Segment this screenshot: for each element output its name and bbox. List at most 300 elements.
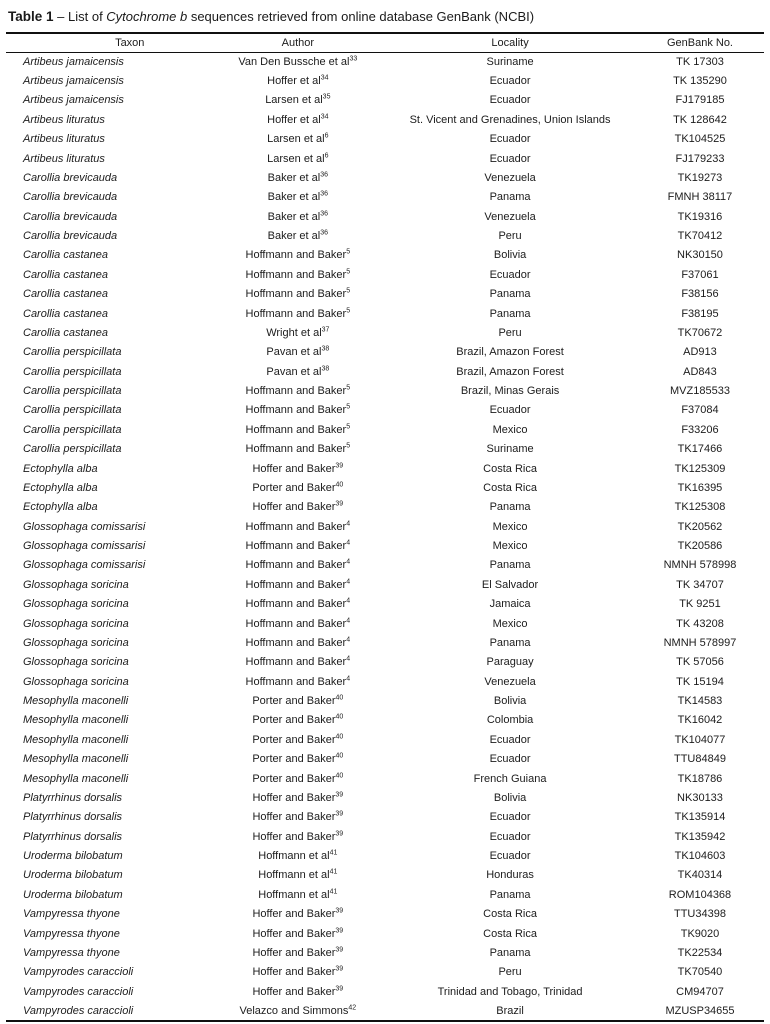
table-row <box>6 963 764 982</box>
genbank-number-cell: TK70412 <box>677 230 723 243</box>
author-name: Hoffmann et al <box>258 850 330 863</box>
locality-cell: Panama <box>489 559 531 572</box>
table-row <box>6 556 764 575</box>
genbank-number-cell: TK 128642 <box>673 113 727 126</box>
locality-cell: Ecuador <box>489 94 531 107</box>
genbank-number-cell: FJ179185 <box>675 94 725 107</box>
author-name: Hoffer and Baker <box>252 908 336 921</box>
citation-superscript: 36 <box>320 190 329 198</box>
author-name: Hoffmann and Baker <box>245 249 347 262</box>
locality-cell: Venezuela <box>484 210 536 223</box>
citation-superscript: 5 <box>346 306 351 314</box>
caption-text-post: sequences retrieved from online database GenBank (NCBI) <box>187 9 535 24</box>
citation-superscript: 39 <box>335 500 344 508</box>
table-row <box>6 71 764 90</box>
taxon-cell: Carollia perspicillata <box>23 443 122 456</box>
author-cell <box>196 846 401 865</box>
genbank-number-cell: TK17466 <box>677 443 723 456</box>
table-row <box>6 885 764 904</box>
author-cell <box>196 304 401 323</box>
genbank-number-cell: TK22534 <box>677 946 723 959</box>
taxon-cell: Vampyrodes caraccioli <box>23 985 134 998</box>
genbank-number-cell: TK135914 <box>674 811 726 824</box>
taxon-cell: Carollia brevicauda <box>23 171 118 184</box>
taxon-cell: Glossophaga comissarisi <box>23 520 146 533</box>
table-row <box>6 788 764 807</box>
taxon-cell: Carollia perspicillata <box>23 423 122 436</box>
author-cell <box>196 905 401 924</box>
citation-superscript: 39 <box>335 830 344 838</box>
genbank-number-cell: TK16395 <box>677 481 723 494</box>
author-name: Hoffmann and Baker <box>245 385 347 398</box>
author-cell <box>196 401 401 420</box>
genbank-number-cell: TK125309 <box>674 462 726 475</box>
author-name: Velazco and Simmons <box>239 1004 349 1017</box>
genbank-number-cell: TK40314 <box>677 869 723 882</box>
author-cell <box>196 265 401 284</box>
table-row <box>6 517 764 536</box>
genbank-number-cell: TK 15194 <box>676 675 724 688</box>
author-name: Hoffmann and Baker <box>245 443 347 456</box>
author-name: Pavan et al <box>266 365 322 378</box>
taxon-cell: Mesophylla maconelli <box>23 733 129 746</box>
author-name: Hoffmann and Baker <box>245 404 347 417</box>
author-name: Hoffmann and Baker <box>245 675 347 688</box>
locality-cell: Peru <box>498 230 522 243</box>
column-header-author: Author <box>281 36 315 49</box>
table-row <box>6 730 764 749</box>
table-row <box>6 91 764 110</box>
locality-cell: Bolivia <box>493 249 527 262</box>
author-cell <box>196 769 401 788</box>
genbank-number-cell: CM94707 <box>676 985 724 998</box>
taxon-cell: Vampyressa thyone <box>23 946 120 959</box>
taxon-cell: Carollia perspicillata <box>23 365 122 378</box>
taxon-cell: Ectophylla alba <box>23 481 98 494</box>
table-row <box>6 750 764 769</box>
taxon-cell: Carollia brevicauda <box>23 230 118 243</box>
citation-superscript: 39 <box>335 461 344 469</box>
taxon-cell: Platyrrhinus dorsalis <box>23 791 123 804</box>
taxon-cell: Glossophaga comissarisi <box>23 540 146 553</box>
taxon-cell: Artibeus lituratus <box>23 152 105 165</box>
taxon-cell: Artibeus lituratus <box>23 133 105 146</box>
citation-superscript: 4 <box>346 636 351 644</box>
citation-superscript: 39 <box>335 926 344 934</box>
author-cell <box>196 885 401 904</box>
author-name: Hoffmann and Baker <box>245 598 347 611</box>
taxon-cell: Glossophaga comissarisi <box>23 559 146 572</box>
author-cell <box>196 943 401 962</box>
taxon-cell: Vampyrodes caraccioli <box>23 966 134 979</box>
caption-separator: – <box>53 9 68 24</box>
genbank-number-cell: TK20562 <box>677 520 723 533</box>
taxon-cell: Artibeus lituratus <box>23 113 105 126</box>
citation-superscript: 41 <box>329 849 338 857</box>
locality-cell: Costa Rica <box>483 908 537 921</box>
citation-superscript: 34 <box>320 113 329 121</box>
locality-cell: Costa Rica <box>483 927 537 940</box>
author-cell <box>196 110 401 129</box>
citation-superscript: 36 <box>320 171 329 179</box>
citation-superscript: 5 <box>346 442 351 450</box>
taxon-cell: Carollia castanea <box>23 268 108 281</box>
taxon-cell: Glossophaga soricina <box>23 578 129 591</box>
taxon-cell: Glossophaga soricina <box>23 598 129 611</box>
author-cell <box>196 168 401 187</box>
author-name: Porter and Baker <box>252 733 336 746</box>
genbank-number-cell: TK70672 <box>677 326 723 339</box>
locality-cell: Mexico <box>492 540 528 553</box>
author-name: Hoffer and Baker <box>252 791 336 804</box>
table-row <box>6 149 764 168</box>
author-name: Hoffmann and Baker <box>245 617 347 630</box>
genbank-number-cell: F38195 <box>681 307 719 320</box>
genbank-number-cell: TK 135290 <box>673 75 727 88</box>
genbank-number-cell: TK9020 <box>680 927 720 940</box>
author-cell <box>196 226 401 245</box>
author-name: Larsen et al <box>265 94 323 107</box>
citation-superscript: 40 <box>335 481 344 489</box>
citation-superscript: 5 <box>346 268 351 276</box>
genbank-number-cell: TK 43208 <box>676 617 724 630</box>
locality-cell: Panama <box>489 191 531 204</box>
author-cell <box>196 614 401 633</box>
author-cell <box>196 285 401 304</box>
author-cell <box>196 556 401 575</box>
locality-cell: Mexico <box>492 423 528 436</box>
table-row <box>6 672 764 691</box>
author-cell <box>196 536 401 555</box>
author-name: Van Den Bussche et al <box>238 55 350 68</box>
table-row <box>6 498 764 517</box>
locality-cell: Ecuador <box>489 75 531 88</box>
table-row <box>6 711 764 730</box>
taxon-cell: Artibeus jamaicensis <box>23 75 124 88</box>
author-name: Baker et al <box>267 171 321 184</box>
locality-cell: Ecuador <box>489 268 531 281</box>
locality-cell: Honduras <box>486 869 534 882</box>
genbank-number-cell: TK14583 <box>677 695 723 708</box>
locality-cell: Panama <box>489 288 531 301</box>
table-number: Table 1 <box>8 9 54 24</box>
locality-cell: Brazil, Amazon Forest <box>456 346 564 359</box>
taxon-cell: Platyrrhinus dorsalis <box>23 830 123 843</box>
taxon-cell: Ectophylla alba <box>23 462 98 475</box>
author-name: Larsen et al <box>267 133 325 146</box>
author-cell <box>196 1001 401 1020</box>
citation-superscript: 37 <box>321 326 330 334</box>
locality-cell: Panama <box>489 307 531 320</box>
citation-superscript: 36 <box>320 229 329 237</box>
taxon-cell: Glossophaga soricina <box>23 617 129 630</box>
taxon-cell: Uroderma bilobatum <box>23 869 123 882</box>
taxon-cell: Carollia perspicillata <box>23 385 122 398</box>
taxon-cell: Artibeus jamaicensis <box>23 55 124 68</box>
locality-cell: Panama <box>489 636 531 649</box>
author-cell <box>196 633 401 652</box>
locality-cell: Jamaica <box>489 598 531 611</box>
taxon-cell: Glossophaga soricina <box>23 636 129 649</box>
taxon-cell: Carollia castanea <box>23 326 108 339</box>
author-name: Hoffmann and Baker <box>245 307 347 320</box>
citation-superscript: 42 <box>348 1003 357 1011</box>
locality-cell: Bolivia <box>493 695 527 708</box>
genbank-number-cell: TK104525 <box>674 133 726 146</box>
genbank-number-cell: NMNH 578998 <box>663 559 737 572</box>
locality-cell: Panama <box>489 946 531 959</box>
taxon-cell: Uroderma bilobatum <box>23 888 123 901</box>
citation-superscript: 38 <box>321 365 330 373</box>
author-cell <box>196 827 401 846</box>
locality-cell: Brazil <box>496 1004 524 1017</box>
author-name: Hoffer et al <box>267 75 321 88</box>
author-name: Hoffer and Baker <box>252 462 336 475</box>
author-cell <box>196 246 401 265</box>
column-header-taxon: Taxon <box>115 36 145 49</box>
table-row <box>6 420 764 439</box>
table-row <box>6 595 764 614</box>
genbank-number-cell: MVZ185533 <box>670 385 730 398</box>
citation-superscript: 36 <box>320 210 329 218</box>
genbank-number-cell: AD843 <box>683 365 717 378</box>
table-row <box>6 130 764 149</box>
author-name: Baker et al <box>267 191 321 204</box>
citation-superscript: 4 <box>346 616 351 624</box>
author-cell <box>196 343 401 362</box>
author-name: Pavan et al <box>266 346 322 359</box>
genbank-number-cell: TK20586 <box>677 540 723 553</box>
genbank-number-cell: TK 9251 <box>679 598 721 611</box>
genbank-number-cell: TTU34398 <box>673 908 726 921</box>
table-header <box>6 33 764 52</box>
author-name: Baker et al <box>267 210 321 223</box>
locality-cell: Mexico <box>492 520 528 533</box>
author-cell <box>196 149 401 168</box>
locality-cell: Brazil, Amazon Forest <box>456 365 564 378</box>
author-name: Hoffer et al <box>267 113 321 126</box>
author-cell <box>196 207 401 226</box>
genbank-number-cell: TK19273 <box>677 171 723 184</box>
table-row <box>6 323 764 342</box>
citation-superscript: 5 <box>346 248 351 256</box>
author-cell <box>196 498 401 517</box>
genbank-number-cell: TK18786 <box>677 772 723 785</box>
genbank-number-cell: F38156 <box>681 288 719 301</box>
citation-superscript: 39 <box>335 810 344 818</box>
genbank-number-cell: TK70540 <box>677 966 723 979</box>
taxon-cell: Carollia perspicillata <box>23 404 122 417</box>
locality-cell: Suriname <box>486 443 534 456</box>
taxon-cell: Carollia castanea <box>23 249 108 262</box>
citation-superscript: 40 <box>335 752 344 760</box>
author-cell <box>196 691 401 710</box>
taxon-cell: Artibeus jamaicensis <box>23 94 124 107</box>
table-row <box>6 207 764 226</box>
genbank-number-cell: TK16042 <box>677 714 723 727</box>
table-row <box>6 52 764 71</box>
genbank-number-cell: MZUSP34655 <box>665 1004 735 1017</box>
author-name: Hoffer and Baker <box>252 811 336 824</box>
locality-cell: Costa Rica <box>483 462 537 475</box>
author-cell <box>196 730 401 749</box>
citation-superscript: 6 <box>324 151 329 159</box>
author-name: Hoffmann et al <box>258 888 330 901</box>
citation-superscript: 34 <box>320 74 329 82</box>
locality-cell: Ecuador <box>489 152 531 165</box>
author-cell <box>196 595 401 614</box>
citation-superscript: 35 <box>322 93 331 101</box>
locality-cell: Ecuador <box>489 850 531 863</box>
table-row <box>6 1001 764 1020</box>
taxon-cell: Mesophylla maconelli <box>23 695 129 708</box>
author-cell <box>196 963 401 982</box>
table-row <box>6 440 764 459</box>
taxon-cell: Carollia perspicillata <box>23 346 122 359</box>
author-name: Baker et al <box>267 230 321 243</box>
author-cell <box>196 362 401 381</box>
citation-superscript: 38 <box>321 345 330 353</box>
table-row <box>6 343 764 362</box>
author-cell <box>196 52 401 71</box>
locality-cell: Mexico <box>492 617 528 630</box>
author-name: Porter and Baker <box>252 714 336 727</box>
genbank-number-cell: TK135942 <box>674 830 726 843</box>
genbank-number-cell: F37084 <box>681 404 719 417</box>
genbank-number-cell: TK19316 <box>677 210 723 223</box>
genbank-number-cell: NK30150 <box>677 249 723 262</box>
citation-superscript: 39 <box>335 907 344 915</box>
author-cell <box>196 130 401 149</box>
table-row <box>6 188 764 207</box>
taxon-cell: Mesophylla maconelli <box>23 753 129 766</box>
author-cell <box>196 91 401 110</box>
genbank-number-cell: TK125308 <box>674 501 726 514</box>
author-name: Porter and Baker <box>252 481 336 494</box>
table-row <box>6 943 764 962</box>
locality-cell: Panama <box>489 888 531 901</box>
author-cell <box>196 381 401 400</box>
taxon-cell: Ectophylla alba <box>23 501 98 514</box>
citation-superscript: 5 <box>346 403 351 411</box>
genbank-number-cell: TK 34707 <box>676 578 724 591</box>
table-body <box>6 52 764 1021</box>
citation-superscript: 4 <box>346 655 351 663</box>
author-cell <box>196 517 401 536</box>
taxon-cell: Carollia castanea <box>23 307 108 320</box>
author-name: Porter and Baker <box>252 695 336 708</box>
citation-superscript: 4 <box>346 558 351 566</box>
locality-cell: Paraguay <box>486 656 534 669</box>
table-row <box>6 866 764 885</box>
table-row <box>6 459 764 478</box>
table-row <box>6 827 764 846</box>
table-row <box>6 246 764 265</box>
genbank-number-cell: F33206 <box>681 423 719 436</box>
locality-cell: St. Vicent and Grenadines, Union Islands <box>409 113 611 126</box>
taxon-cell: Glossophaga soricina <box>23 675 129 688</box>
citation-superscript: 40 <box>335 733 344 741</box>
author-cell <box>196 788 401 807</box>
caption-text-pre: List of <box>68 9 107 24</box>
locality-cell: Ecuador <box>489 733 531 746</box>
genbank-number-cell: ROM104368 <box>668 888 732 901</box>
locality-cell: Colombia <box>486 714 534 727</box>
author-name: Hoffmann et al <box>258 869 330 882</box>
author-cell <box>196 982 401 1001</box>
genbank-number-cell: TK104603 <box>674 850 726 863</box>
locality-cell: Peru <box>498 966 522 979</box>
table-row <box>6 614 764 633</box>
citation-superscript: 41 <box>329 868 338 876</box>
author-name: Hoffer and Baker <box>252 966 336 979</box>
caption-gene-name: Cytochrome b <box>106 9 188 24</box>
table-row <box>6 536 764 555</box>
locality-cell: Trinidad and Tobago, Trinidad <box>437 985 583 998</box>
table-row <box>6 401 764 420</box>
table-row <box>6 110 764 129</box>
author-cell <box>196 808 401 827</box>
table-row <box>6 478 764 497</box>
author-name: Hoffer and Baker <box>252 946 336 959</box>
table-row <box>6 905 764 924</box>
table-row <box>6 285 764 304</box>
genbank-number-cell: NK30133 <box>677 791 723 804</box>
table-row <box>6 982 764 1001</box>
table-caption <box>8 9 764 25</box>
locality-cell: Costa Rica <box>483 481 537 494</box>
taxon-cell: Vampyressa thyone <box>23 927 120 940</box>
citation-superscript: 5 <box>346 287 351 295</box>
locality-cell: Ecuador <box>489 753 531 766</box>
citation-superscript: 5 <box>346 384 351 392</box>
locality-cell: Ecuador <box>489 404 531 417</box>
author-cell <box>196 459 401 478</box>
author-cell <box>196 924 401 943</box>
locality-cell: Suriname <box>486 55 534 68</box>
table-row <box>6 265 764 284</box>
citation-superscript: 39 <box>335 985 344 993</box>
author-name: Larsen et al <box>267 152 325 165</box>
author-cell <box>196 711 401 730</box>
citation-superscript: 40 <box>335 771 344 779</box>
author-cell <box>196 750 401 769</box>
author-name: Hoffmann and Baker <box>245 423 347 436</box>
citation-superscript: 4 <box>346 597 351 605</box>
citation-superscript: 4 <box>346 539 351 547</box>
author-cell <box>196 188 401 207</box>
taxon-cell: Uroderma bilobatum <box>23 850 123 863</box>
locality-cell: El Salvador <box>481 578 539 591</box>
author-name: Hoffmann and Baker <box>245 656 347 669</box>
citation-superscript: 5 <box>346 423 351 431</box>
author-name: Hoffmann and Baker <box>245 578 347 591</box>
sequences-table <box>6 32 764 1022</box>
author-name: Hoffmann and Baker <box>245 636 347 649</box>
author-cell <box>196 672 401 691</box>
table-row <box>6 362 764 381</box>
author-name: Hoffer and Baker <box>252 501 336 514</box>
author-cell <box>196 866 401 885</box>
table-row <box>6 846 764 865</box>
author-cell <box>196 575 401 594</box>
genbank-number-cell: FMNH 38117 <box>667 191 733 204</box>
author-name: Wright et al <box>266 326 322 339</box>
table-row <box>6 691 764 710</box>
taxon-cell: Vampyrodes caraccioli <box>23 1004 134 1017</box>
citation-superscript: 4 <box>346 520 351 528</box>
locality-cell: French Guiana <box>473 772 547 785</box>
